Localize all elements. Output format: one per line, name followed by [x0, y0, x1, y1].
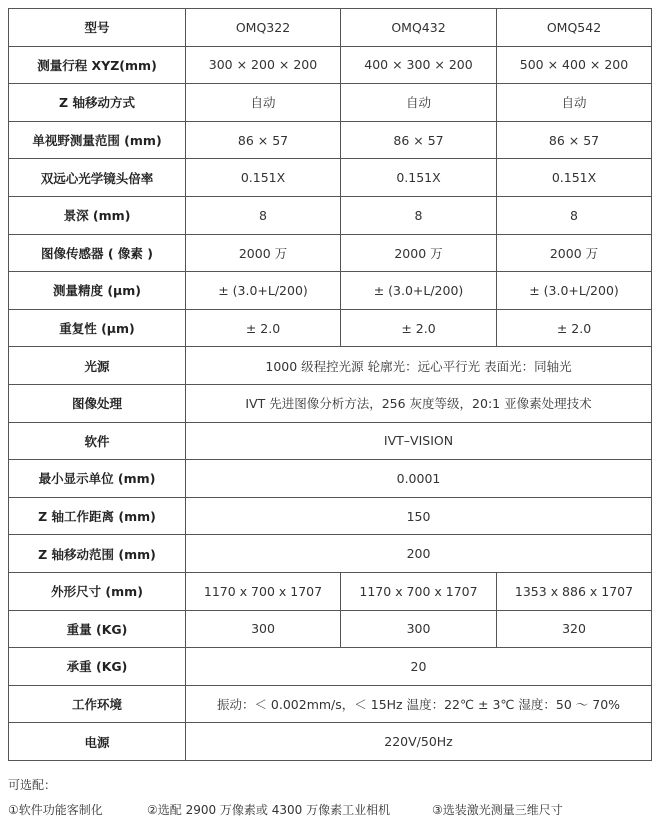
merged-value-cell: 220V/50Hz [186, 723, 652, 761]
row-label-cell: 外形尺寸 (mm) [9, 572, 186, 610]
model-cell: OMQ322 [186, 9, 341, 47]
spec-row [9, 572, 652, 610]
spec-row [9, 272, 652, 310]
value-cell: 86 × 57 [497, 121, 652, 159]
value-cell: 0.151X [341, 159, 497, 197]
value-cell: 2000 万 [497, 234, 652, 272]
spec-row [9, 347, 652, 385]
merged-value-cell: 200 [186, 535, 652, 573]
value-cell: 400 × 300 × 200 [341, 46, 497, 84]
value-cell: 自动 [186, 84, 341, 122]
value-cell: ± 2.0 [186, 309, 341, 347]
option-item: ②选配 2900 万像素或 4300 万像素工业相机 [147, 803, 391, 817]
row-label-cell: 测量精度 (μm) [9, 272, 186, 310]
merged-value-cell: 振动：＜ 0.002mm/s，＜ 15Hz 温度：22℃ ± 3℃ 湿度：50 ～ 70% [186, 685, 652, 723]
header-label-cell: 型号 [9, 9, 186, 47]
spec-row [9, 460, 652, 498]
value-cell: 8 [341, 196, 497, 234]
spec-row [9, 309, 652, 347]
value-cell: 320 [497, 610, 652, 648]
merged-value-cell: 1000 级程控光源 轮廓光：远心平行光 表面光：同轴光 [186, 347, 652, 385]
value-cell: ± (3.0+L/200) [186, 272, 341, 310]
spec-row [9, 84, 652, 122]
spec-row [9, 535, 652, 573]
spec-row [9, 685, 652, 723]
value-cell: 8 [186, 196, 341, 234]
row-label-cell: 承重 (KG) [9, 648, 186, 686]
row-label-cell: Z 轴移动范围 (mm) [9, 535, 186, 573]
value-cell: 1170 x 700 x 1707 [341, 572, 497, 610]
row-label-cell: 光源 [9, 347, 186, 385]
spec-table [8, 8, 652, 761]
option-item: ③选装激光测量三维尺寸 [432, 803, 563, 817]
row-label-cell: 电源 [9, 723, 186, 761]
spec-row [9, 497, 652, 535]
spec-row [9, 422, 652, 460]
notes-title: 可选配： [8, 778, 57, 792]
header-row [9, 9, 652, 47]
notes-options [8, 801, 563, 818]
row-label-cell: 工作环境 [9, 685, 186, 723]
merged-value-cell: 0.0001 [186, 460, 652, 498]
spec-row [9, 46, 652, 84]
value-cell: 300 [341, 610, 497, 648]
spec-row [9, 648, 652, 686]
row-label-cell: 单视野测量范围 (mm) [9, 121, 186, 159]
value-cell: 0.151X [186, 159, 341, 197]
value-cell: ± (3.0+L/200) [497, 272, 652, 310]
value-cell: 自动 [497, 84, 652, 122]
row-label-cell: 双远心光学镜头倍率 [9, 159, 186, 197]
value-cell: 300 [186, 610, 341, 648]
row-label-cell: 软件 [9, 422, 186, 460]
row-label-cell: 最小显示单位 (mm) [9, 460, 186, 498]
row-label-cell: 重量 (KG) [9, 610, 186, 648]
spec-row [9, 196, 652, 234]
spec-row [9, 159, 652, 197]
value-cell: ± 2.0 [497, 309, 652, 347]
spec-table-body [9, 9, 652, 761]
row-label-cell: 图像传感器 ( 像素 ) [9, 234, 186, 272]
value-cell: 86 × 57 [341, 121, 497, 159]
value-cell: 86 × 57 [186, 121, 341, 159]
value-cell: ± 2.0 [341, 309, 497, 347]
value-cell: 2000 万 [186, 234, 341, 272]
model-cell: OMQ542 [497, 9, 652, 47]
row-label-cell: 景深 (mm) [9, 196, 186, 234]
spec-row [9, 121, 652, 159]
spec-row [9, 723, 652, 761]
value-cell: 8 [497, 196, 652, 234]
merged-value-cell: IVT 先进图像分析方法，256 灰度等级，20:1 亚像素处理技术 [186, 384, 652, 422]
value-cell: ± (3.0+L/200) [341, 272, 497, 310]
spec-row [9, 384, 652, 422]
merged-value-cell: 20 [186, 648, 652, 686]
value-cell: 1170 x 700 x 1707 [186, 572, 341, 610]
row-label-cell: 重复性 (μm) [9, 309, 186, 347]
value-cell: 0.151X [497, 159, 652, 197]
model-cell: OMQ432 [341, 9, 497, 47]
spec-row [9, 610, 652, 648]
value-cell: 2000 万 [341, 234, 497, 272]
spec-row [9, 234, 652, 272]
row-label-cell: Z 轴工作距离 (mm) [9, 497, 186, 535]
optional-notes [8, 776, 563, 818]
row-label-cell: 测量行程 XYZ(mm) [9, 46, 186, 84]
row-label-cell: Z 轴移动方式 [9, 84, 186, 122]
value-cell: 300 × 200 × 200 [186, 46, 341, 84]
merged-value-cell: IVT–VISION [186, 422, 652, 460]
value-cell: 500 × 400 × 200 [497, 46, 652, 84]
value-cell: 自动 [341, 84, 497, 122]
option-item: ①软件功能客制化 [8, 803, 103, 817]
value-cell: 1353 x 886 x 1707 [497, 572, 652, 610]
row-label-cell: 图像处理 [9, 384, 186, 422]
merged-value-cell: 150 [186, 497, 652, 535]
